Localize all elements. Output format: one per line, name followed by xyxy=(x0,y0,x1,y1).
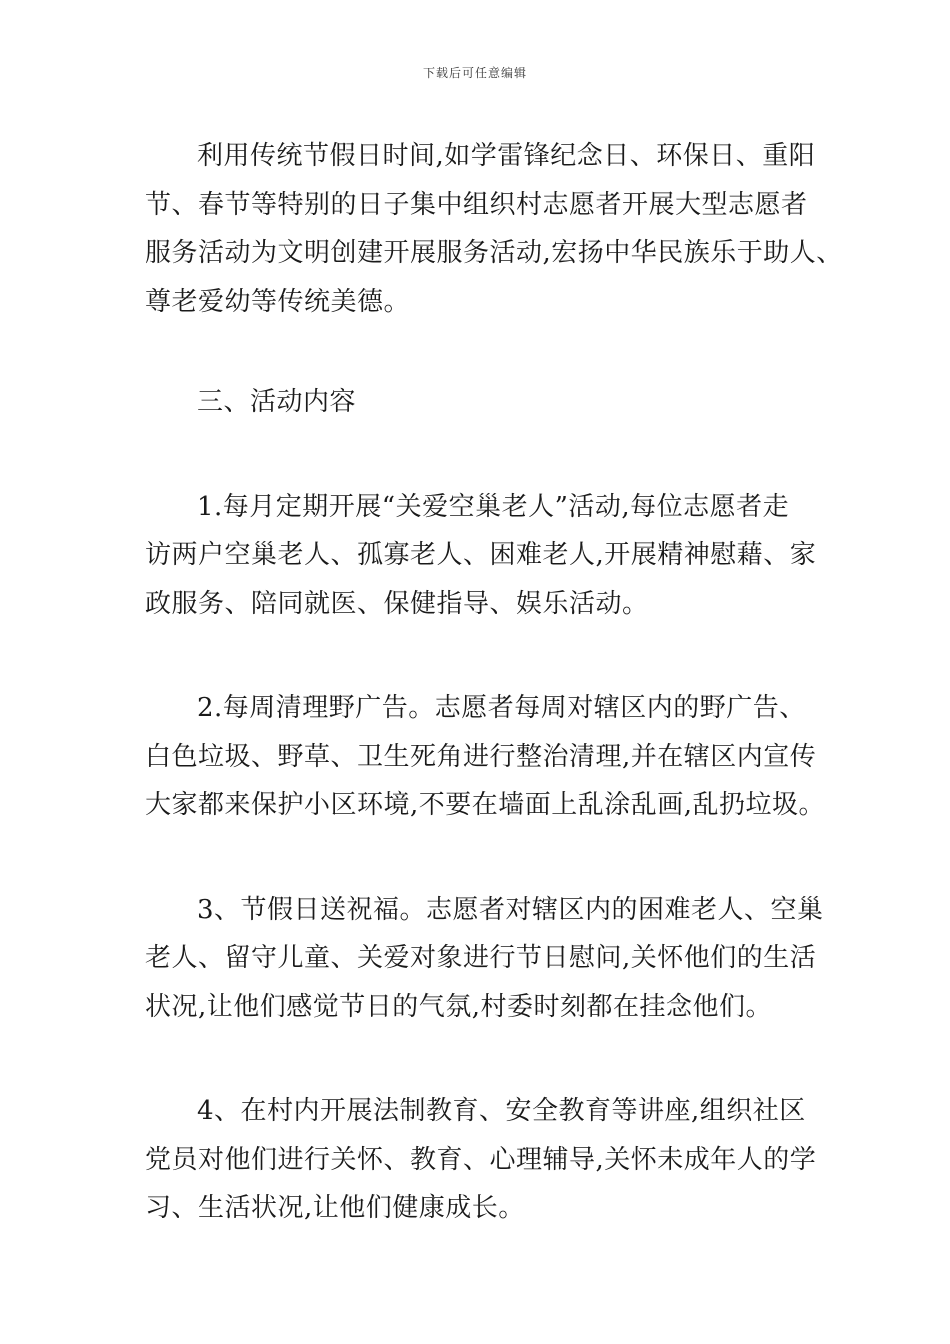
paragraph-item-1 xyxy=(145,483,835,629)
text-line: 利用传统节假日时间,如学雷锋纪念日、环保日、重阳 xyxy=(197,141,816,171)
section-heading-activity-content xyxy=(145,378,835,427)
paragraph-item-2 xyxy=(145,684,835,830)
text-line: 2.每周清理野广告。志愿者每周对辖区内的野广告、 xyxy=(197,693,806,723)
text-line: 4、在村内开展法制教育、安全教育等讲座,组织社区 xyxy=(197,1096,806,1126)
text-line: 状况,让他们感觉节日的气氛,村委时刻都在挂念他们。 xyxy=(145,991,773,1022)
document-body xyxy=(145,132,843,1233)
page-header: 下载后可任意编辑 xyxy=(422,66,527,80)
paragraph-festival-activities xyxy=(145,132,843,326)
text-line: 白色垃圾、野草、卫生死角进行整治清理,并在辖区内宣传 xyxy=(145,741,817,772)
text-line: 党员对他们进行关怀、教育、心理辅导,关怀未成年人的学 xyxy=(145,1144,817,1175)
paragraph-item-3 xyxy=(145,886,835,1032)
text-line: 大家都来保护小区环境,不要在墙面上乱涂乱画,乱扔垃圾。 xyxy=(145,790,826,820)
paragraph-item-4 xyxy=(145,1087,835,1233)
text-line: 老人、留守儿童、关爱对象进行节日慰问,关怀他们的生活 xyxy=(145,943,817,973)
text-line: 3、节假日送祝福。志愿者对辖区内的困难老人、空巢 xyxy=(197,894,824,925)
text-line: 访两户空巢老人、孤寡老人、困难老人,开展精神慰藉、家 xyxy=(145,540,817,570)
text-line: 习、生活状况,让他们健康成长。 xyxy=(145,1193,525,1223)
text-line: 政服务、陪同就医、保健指导、娱乐活动。 xyxy=(145,588,649,619)
heading-text: 三、活动内容 xyxy=(197,387,357,417)
text-line: 服务活动为文明创建开展服务活动,宏扬中华民族乐于助人、 xyxy=(145,238,843,268)
text-line: 1.每月定期开展“关爱空巢老人”活动,每位志愿者走 xyxy=(197,491,790,522)
text-line: 尊老爱幼等传统美德。 xyxy=(145,286,411,317)
text-line: 节、春节等特别的日子集中组织村志愿者开展大型志愿者 xyxy=(145,189,808,220)
